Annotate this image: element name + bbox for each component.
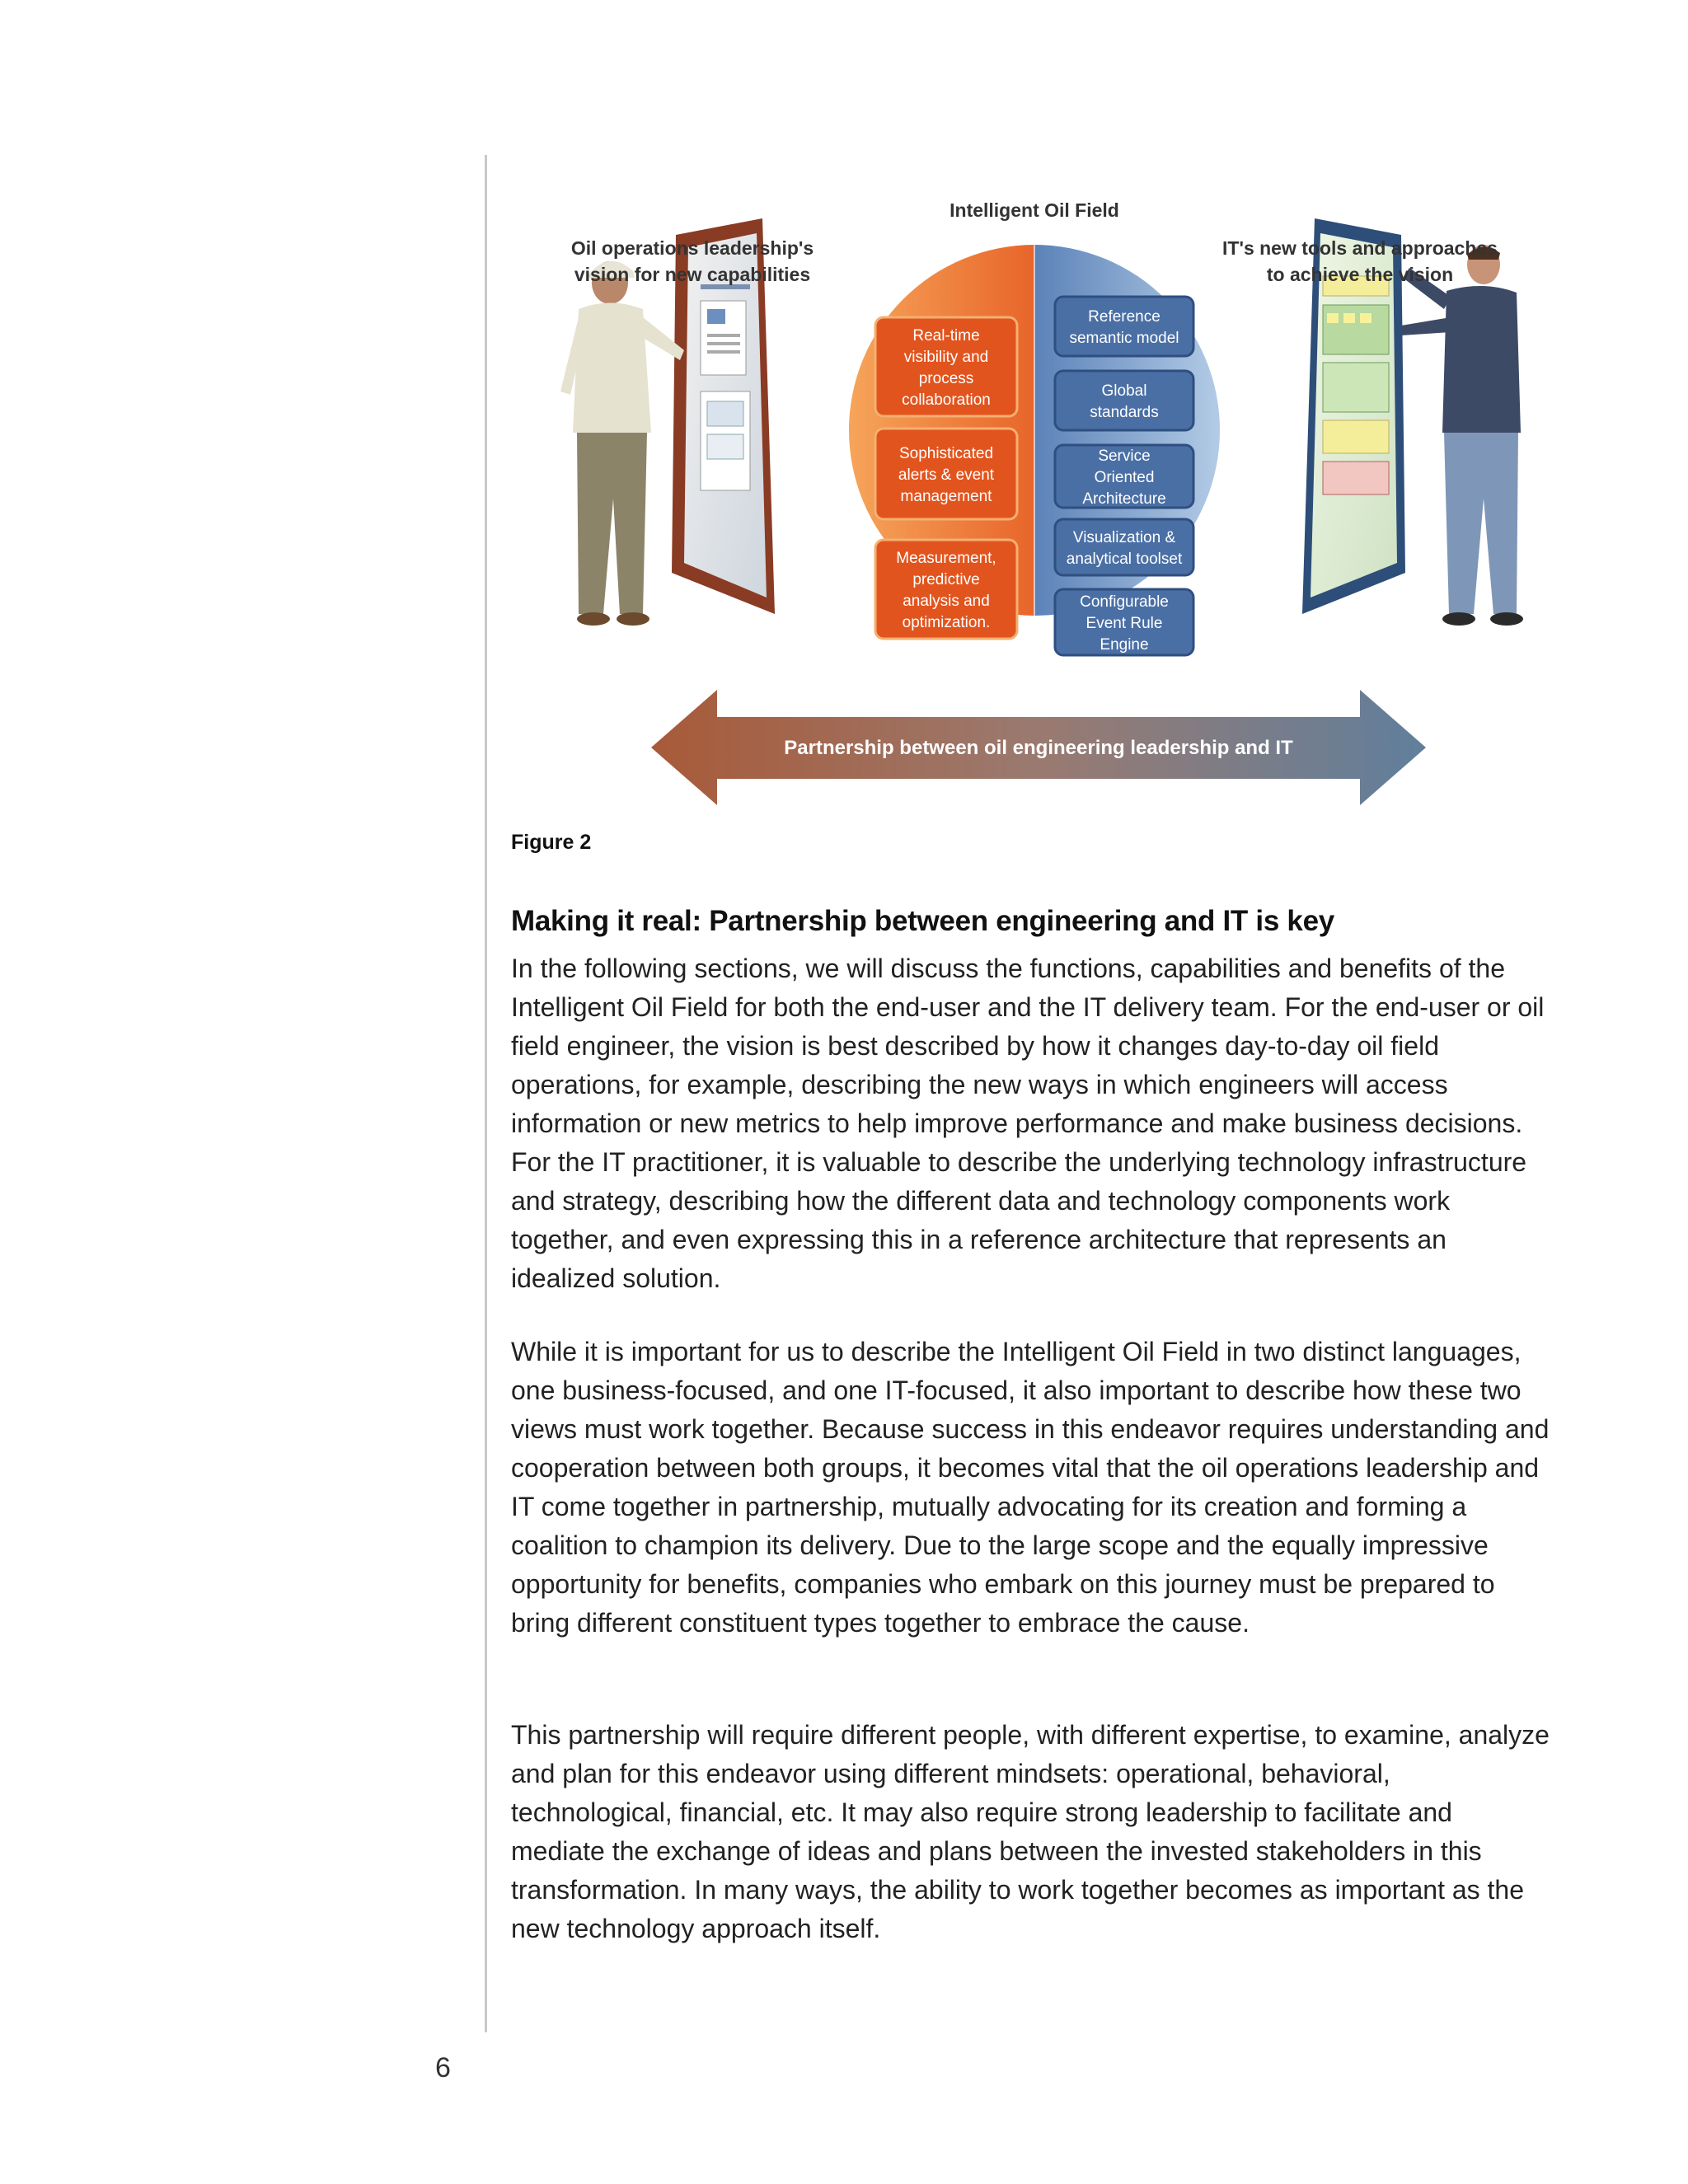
- capability-box-text: Real-time: [912, 327, 980, 344]
- figure-caption: Figure 2: [511, 831, 592, 854]
- it-tool-box-text: Architecture: [1082, 490, 1166, 508]
- it-professional-figure: [1401, 245, 1523, 626]
- arrow-label: Partnership between oil engineering leadership and IT: [784, 737, 1293, 759]
- paragraph-3: This partnership will require different people, with different expertise, to examine, analyze and plan for this endeavor using different mindsets: operational, behavioral, technological, financial, etc. It may also require strong leadership to facilitate and mediate the exchange of ideas and plans between the invested stakeholders in this transformation. In many ways, the ability to work together becomes as important as the new technology approach itself.: [511, 1720, 1550, 1943]
- it-tool-box-text: Event Rule: [1085, 615, 1163, 632]
- it-tool-box-text: Visualization &: [1072, 529, 1176, 546]
- section-heading: Making it real: Partnership between engineering and IT is key: [511, 905, 1334, 937]
- capability-box-text: alerts & event: [898, 466, 995, 484]
- it-tool-box-text: Engine: [1100, 636, 1149, 654]
- capability-box-text: predictive: [912, 571, 980, 588]
- engineer-figure: [560, 261, 684, 626]
- figure-right-title-2: to achieve the vision: [1266, 264, 1454, 285]
- figure-left-title-2: vision for new capabilities: [574, 264, 811, 285]
- capability-box-text: visibility and: [903, 349, 989, 366]
- capability-box-text: Measurement,: [896, 550, 996, 567]
- capability-box-text: optimization.: [902, 614, 991, 631]
- it-tool-box-text: Oriented: [1094, 469, 1155, 486]
- capability-box-3: [875, 540, 1017, 639]
- it-tool-box-text: semantic model: [1069, 330, 1179, 347]
- left-margin-rule: [485, 155, 487, 2032]
- capability-box-text: Sophisticated: [898, 445, 994, 462]
- figure-right-title-1: IT's new tools and approaches: [1222, 237, 1498, 259]
- capability-box-text: process: [918, 370, 974, 387]
- it-tool-box-4: [1055, 519, 1193, 575]
- it-tool-box-5: [1055, 589, 1193, 655]
- it-tool-boxes: [1055, 297, 1193, 655]
- capability-box-text: collaboration: [902, 391, 991, 409]
- page-number: 6: [435, 2052, 451, 2083]
- it-tool-box-text: Service: [1098, 448, 1151, 465]
- paragraph-1: In the following sections, we will discuss the functions, capabilities and benefits of the Intelligent Oil Field for both the end-user and the IT delivery team. For the end-user or oil field engineer, the vision is best described by how it changes day-to-day oil field operations, for example, describing the new ways in which engineers will access information or new metrics to help improve performance and make business decisions. For the IT practitioner, it is valuable to describe the underlying technology infrastructure and strategy, describing how the different data and technology components work together, and even expressing this in a reference architecture that represents an idealized solution.: [511, 954, 1545, 1293]
- partnership-arrow: [651, 690, 1426, 805]
- it-tool-box-text: Reference: [1088, 308, 1160, 326]
- capability-box-text: analysis and: [903, 593, 990, 610]
- capability-boxes: [875, 317, 1017, 639]
- it-tool-box-1: [1055, 297, 1193, 356]
- it-tool-box-text: analytical toolset: [1066, 551, 1183, 568]
- it-tool-box-2: [1055, 371, 1193, 430]
- capability-box-1: [875, 317, 1017, 416]
- it-tool-box-text: Configurable: [1080, 593, 1169, 611]
- figure-left-title-1: Oil operations leadership's: [570, 237, 814, 259]
- it-tool-box-text: standards: [1090, 404, 1159, 421]
- it-tool-box-3: [1055, 445, 1193, 508]
- it-tool-box-text: Global: [1101, 382, 1147, 400]
- figure-center-title: Intelligent Oil Field: [950, 199, 1119, 221]
- capability-box-text: management: [900, 488, 992, 505]
- intelligent-oil-field-figure: [528, 185, 1550, 812]
- paragraph-2: While it is important for us to describe the Intelligent Oil Field in two distinct languages, one business-focused, and one IT-focused, it also important to describe how these two views must work together. Because success in this endeavor requires understanding and cooperation between both groups, it becomes vital that the oil operations leadership and IT come together in partnership, mutually advocating for its creation and forming a coalition to champion its delivery. Due to the large scope and the equally impressive opportunity for benefits, companies who embark on this journey must be prepared to bring different constituent types together to embrace the cause.: [511, 1337, 1550, 1638]
- capability-box-2: [875, 429, 1017, 519]
